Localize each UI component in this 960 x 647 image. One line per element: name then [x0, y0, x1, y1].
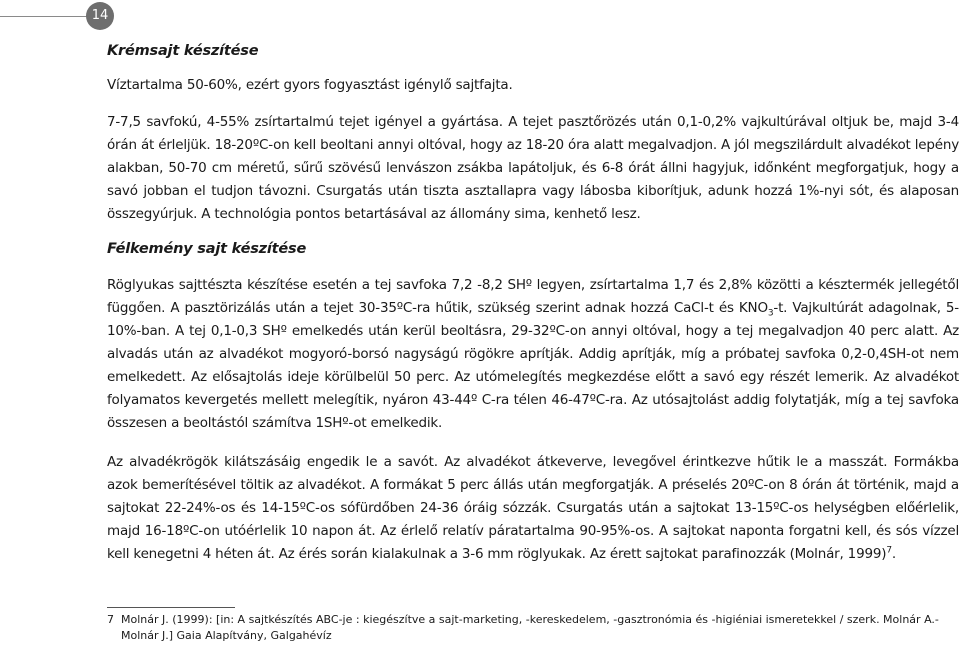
paragraph-felkemeny-process [107, 274, 959, 435]
paragraph-felkemeny-ripening [107, 451, 959, 566]
paragraph-text: . [891, 546, 896, 562]
page-header [0, 0, 960, 40]
footnote-divider [107, 607, 235, 608]
subscript-3: 3 [767, 308, 774, 319]
paragraph-kremsajt-process: 7-7,5 savfokú, 4-55% zsírtartalmú tejet igényel a gyártása. A tejet pasztőrözés után 0,1-0,2% vajkultúrával oltjuk be, majd 3-4 órán át érleljük. 18-20ºC-on kell beoltani annyi oltóval, hogy az 18-20 óra alatt megalvadjon. A jól megszilárdult alvadékot lepény alakban, 50-70 cm méretű, sűrű szövésű lenvászon zsákba lapátoljuk, és 6-8 órát állni hagyjuk, időnként megforgatjuk, hogy a savó jobban el tudjon távozni. Csurgatás után tiszta asztallapra vagy lábosba kiborítjuk, adunk hozzá 1%-nyi sót, és alaposan összegyúrjuk. A technológia pontos betartásával az állomány sima, kenhető lesz. [107, 114, 959, 222]
header-rule [0, 16, 96, 17]
paragraph-kremsajt-intro: Víztartalma 50-60%, ezért gyors fogyasztást igénylő sajtfajta. [107, 77, 513, 93]
page-number-badge: 14 [86, 2, 114, 30]
footnote-text: Molnár J. (1999): [in: A sajtkészítés ABC-je : kiegészítve a sajt-marketing, -kereskedelem, -gasztronómia és -higiéniai ismeretekkel / szerk. Molnár A.- Molnár J.] Gaia Alapítvány, Galgahévíz [121, 613, 939, 642]
paragraph-text: Az alvadékrögök kilátszásáig engedik le a savót. Az alvadékot átkeverve, levegővel érintkezve hűtik le a masszát. Formákba azok bemerítésével töltik az alvadékot. A formákat 5 perc állás után megforgatják. A préselés 20ºC-on 8 órán át történik, majd a sajtokat 22-24%-os és 14-15ºC-os sófürdőben 24-36 óráig sózzák. Csurgatás után a sajtokat 13-15ºC-os helységben előérlelik, majd 16-18ºC-on utóérlelik 10 napon át. Az érlelő relatív páratartalma 90-95%-os. A sajtokat naponta forgatni kell, és sós vízzel kell kenegetni 4 héten át. Az érés során kialakulnak a 3-6 mm röglyukak. Az érett sajtokat parafinozzák (Molnár, 1999) [107, 454, 959, 562]
page-content [107, 40, 959, 566]
footnote [107, 612, 947, 644]
paragraph-text: -t. Vajkultúrát adagolnak, 5-10%-ban. A tej 0,1-0,3 SHº emelkedés után kerül beoltásra, 29-32ºC-on annyi oltóval, hogy a tej megalvadjon 40 perc alatt. Az alvadás után az alvadékot mogyoró-borsó nagyságú rögökre aprítják. Addig aprítják, míg a próbatej savfoka 0,2-0,4SH-ot nem emelkedett. Az elősajtolás ideje körülbelül 50 perc. Az utómelegítés megkezdése előtt a savó egy részét lemerik. Az alvadékot folyamatos kevergetés mellett melegítik, nyáron 43-44º C-ra télen 46-47ºC-ra. Az utósajtolást addig folytatják, míg a tej savfoka összesen a beoltástól számítva 1SHº-ot emelkedik. [107, 300, 959, 431]
paragraph-text: Röglyukas sajttészta készítése esetén a tej savfoka 7,2 -8,2 SHº legyen, zsírtartalma 1,7 és 2,8% közötti a késztermék jellegétől függően. A pasztörizálás után a tejet 30-35ºC-ra hűtik, szükség szerint adnak hozzá CaCl-t és KNO [107, 277, 959, 316]
footnote-number: 7 [107, 613, 114, 626]
section-title-kremsajt: Krémsajt készítése [107, 43, 259, 59]
section-title-felkemeny: Félkemény sajt készítése [107, 241, 307, 257]
footnote-reference[interactable]: 7 [886, 545, 892, 556]
